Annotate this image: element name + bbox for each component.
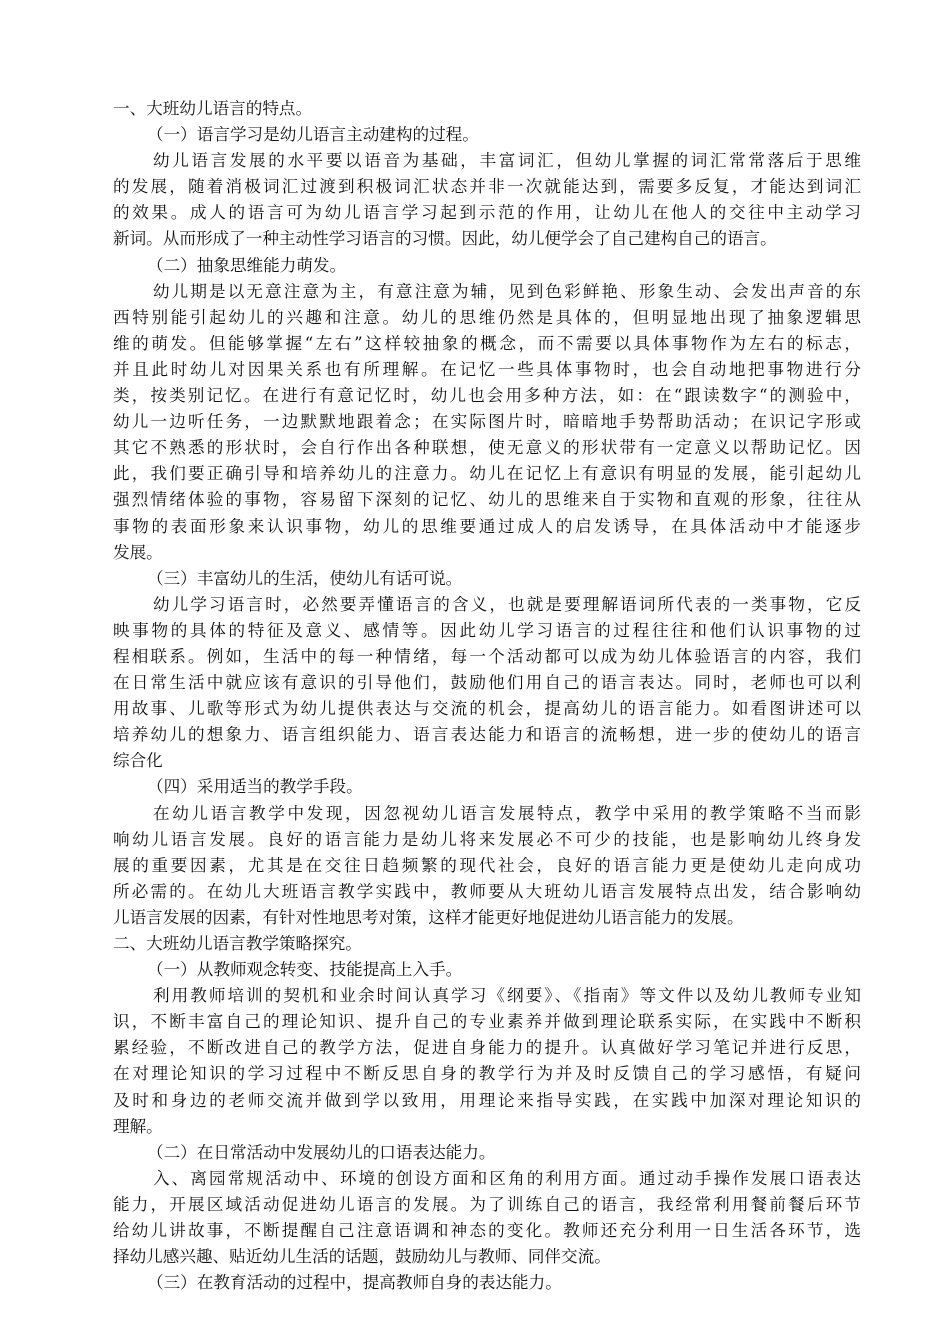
text-line: 发展。 bbox=[113, 542, 163, 562]
text-line: 及时和身边的老师交流并做到学以致用，用理论来指导实践，在实践中加深对理论知识的 bbox=[113, 1090, 861, 1110]
text-line: （三）在教育活动的过程中，提高教师自身的表达能力。 bbox=[147, 1273, 562, 1293]
text-line: 新词。从而形成了一种主动性学习语言的习惯。因此，幼儿便学会了自己建构自己的语言。 bbox=[113, 229, 777, 249]
text-line: 类，按类别记忆。在进行有意记忆时，幼儿也会用多种方法，如：在“跟读数字“的测验中， bbox=[113, 386, 861, 406]
text-line: 幼儿一边听任务，一边默默地跟着念；在实际图片时，暗暗地手势帮助活动；在识记字形或 bbox=[113, 412, 861, 432]
text-line: 给幼儿讲故事，不断提醒自己注意语调和神态的变化。教师还充分利用一日生活各环节，选 bbox=[113, 1221, 861, 1241]
text-line: 识，不断丰富自己的理论知识、提升自己的专业素养并做到理论联系实际，在实践中不断积 bbox=[113, 1012, 861, 1032]
text-line: 事物的表面形象来认识事物，幼儿的思维要通过成人的启发诱导，在具体活动中才能逐步 bbox=[113, 516, 861, 536]
text-line: 强烈情绪体验的事物，容易留下深刻的记忆、幼儿的思维来自于实物和直观的形象，往往从 bbox=[113, 490, 861, 510]
text-line: （一）从教师观念转变、技能提高上入手。 bbox=[147, 960, 463, 980]
text-line: 在幼儿语言教学中发现，因忽视幼儿语言发展特点，教学中采用的教学策略不当而影 bbox=[153, 803, 861, 823]
text-line: （三）丰富幼儿的生活，使幼儿有话可说。 bbox=[147, 568, 463, 588]
text-line: （二）在日常活动中发展幼儿的口语表达能力。 bbox=[147, 1142, 496, 1162]
text-line: 幼儿学习语言时，必然要弄懂语言的含义，也就是要理解语词所代表的一类事物，它反 bbox=[153, 594, 861, 614]
text-line: 程相联系。例如，生活中的每一种情绪，每一个活动都可以成为幼儿体验语言的内容，我们 bbox=[113, 646, 861, 666]
text-line: 幼儿期是以无意注意为主，有意注意为辅，见到色彩鲜艳、形象生动、会发出声音的东 bbox=[153, 281, 861, 301]
text-line: 能力，开展区域活动促进幼儿语言的发展。为了训练自己的语言，我经常利用餐前餐后环节 bbox=[113, 1194, 861, 1214]
text-line: 择幼儿感兴趣、贴近幼儿生活的话题，鼓励幼儿与教师、同伴交流。 bbox=[113, 1247, 611, 1267]
text-line: 用故事、儿歌等形式为幼儿提供表达与交流的机会，提高幼儿的语言能力。如看图讲述可以 bbox=[113, 699, 861, 719]
text-line: 理解。 bbox=[113, 1116, 163, 1136]
text-line: 累经验，不断改进自己的教学方法，促进自身能力的提升。认真做好学习笔记并进行反思， bbox=[113, 1038, 861, 1058]
text-line: 的发展，随着消极词汇过渡到积极词汇状态并非一次就能达到，需要多反复，才能达到词汇 bbox=[113, 177, 861, 197]
text-line: 西特别能引起幼儿的兴趣和注意。幼儿的思维仍然是具体的，但明显地出现了抽象逻辑思 bbox=[113, 307, 861, 327]
document-page bbox=[113, 96, 861, 1296]
text-line: 映事物的具体的特征及意义、感情等。因此幼儿学习语言的过程往往和他们认识事物的过 bbox=[113, 620, 861, 640]
text-line: 此，我们要正确引导和培养幼儿的注意力。幼儿在记忆上有意识有明显的发展，能引起幼儿 bbox=[113, 464, 861, 484]
text-line: 一、大班幼儿语言的特点。 bbox=[113, 99, 313, 118]
text-line: （一）语言学习是幼儿语言主动建构的过程。 bbox=[147, 125, 479, 145]
text-line: 在对理论知识的学习过程中不断反思自身的教学行为并及时反馈自己的学习感悟，有疑问 bbox=[113, 1064, 861, 1084]
text-line: 所必需的。在幼儿大班语言教学实践中，教师要从大班幼儿语言发展特点出发，结合影响幼 bbox=[113, 881, 861, 901]
text-line: 入、离园常规活动中、环境的创设方面和区角的利用方面。通过动手操作发展口语表达 bbox=[153, 1168, 861, 1188]
text-line: 响幼儿语言发展。良好的语言能力是幼儿将来发展必不可少的技能，也是影响幼儿终身发 bbox=[113, 829, 861, 849]
text-line: 的效果。成人的语言可为幼儿语言学习起到示范的作用，让幼儿在他人的交往中主动学习 bbox=[113, 203, 861, 223]
text-line: 维的萌发。但能够掌握“左右”这样较抽象的概念，而不需要以具体事物作为左右的标志， bbox=[113, 333, 861, 353]
text-line: 综合化 bbox=[113, 751, 163, 771]
text-line: 幼儿语言发展的水平要以语音为基础，丰富词汇，但幼儿掌握的词汇常常落后于思维 bbox=[153, 151, 861, 171]
text-line: 其它不熟悉的形状时，会自行作出各种联想，使无意义的形状带有一定意义以帮助记忆。因 bbox=[113, 438, 861, 458]
text-line: 在日常生活中就应该有意识的引导他们，鼓励他们用自己的语言表达。同时，老师也可以利 bbox=[113, 673, 861, 693]
text-line: 儿语言发展的因素，有针对性地思考对策，这样才能更好地促进幼儿语言能力的发展。 bbox=[113, 907, 744, 927]
text-line: 二、大班幼儿语言教学策略探究。 bbox=[113, 934, 362, 953]
text-line: 利用教师培训的契机和业余时间认真学习《纲要》、《指南》等文件以及幼儿教师专业知 bbox=[153, 986, 861, 1006]
text-line: 培养幼儿的想象力、语言组织能力、语言表达能力和语言的流畅想，进一步的使幼儿的语言 bbox=[113, 725, 861, 745]
text-line: 并且此时幼儿对因果关系也有所理解。在记忆一些具体事物时，也会自动地把事物进行分 bbox=[113, 359, 861, 379]
text-line: 展的重要因素，尤其是在交往日趋频繁的现代社会，良好的语言能力更是使幼儿走向成功 bbox=[113, 855, 861, 875]
text-line: （二）抽象思维能力萌发。 bbox=[147, 255, 347, 275]
text-line: （四）采用适当的教学手段。 bbox=[147, 777, 363, 797]
